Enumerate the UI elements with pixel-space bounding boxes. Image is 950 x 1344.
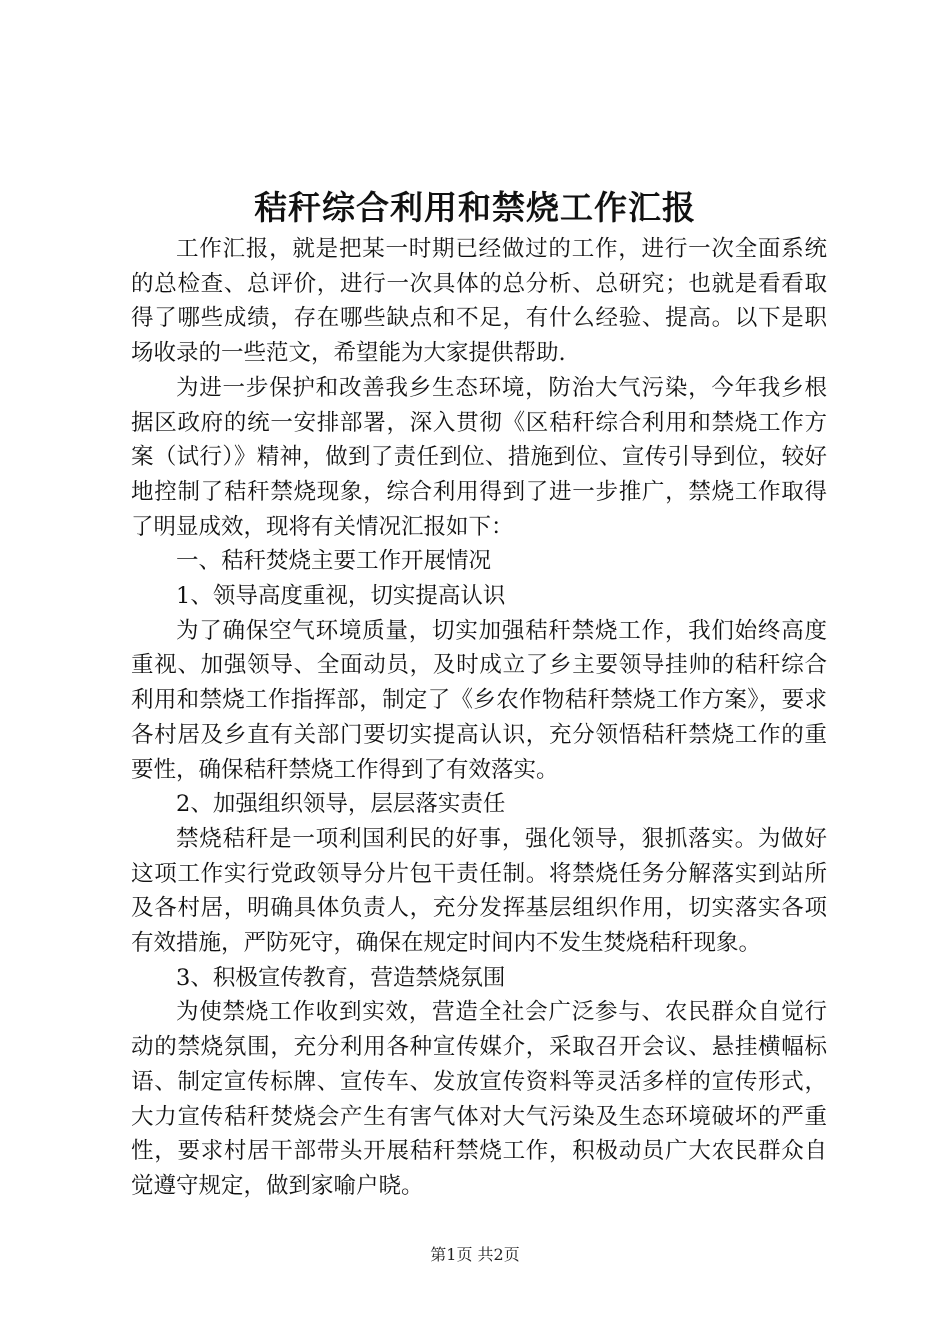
paragraph-leadership: 为了确保空气环境质量，切实加强秸秆禁烧工作，我们始终高度重视、加强领导、全面动员，及时成立了乡主要领导挂帅的秸秆综合利用和禁烧工作指挥部，制定了《乡农作物秸秆禁烧工作方案》，要求各村居及乡直有关部门要切实提高认识，充分领悟秸秆禁烧工作的重要性，确保秸秆禁烧工作得到了有效落实。 <box>131 617 827 783</box>
document-title: 秸秆综合利用和禁烧工作汇报 <box>254 188 696 227</box>
document-body <box>131 232 827 1204</box>
subsection-heading-3: 3、积极宣传教育，营造禁烧氛围 <box>176 964 506 991</box>
paragraph-background: 为进一步保护和改善我乡生态环境，防治大气污染，今年我乡根据区政府的统一安排部署，深入贯彻《区秸秆综合利用和禁烧工作方案（试行）》精神，做到了责任到位、措施到位、宣传引导到位，较好地控制了秸秆禁烧现象，综合利用得到了进一步推广，禁烧工作取得了明显成效，现将有关情况汇报如下： <box>131 374 827 540</box>
page-footer: 第1页 共2页 <box>430 1245 520 1264</box>
paragraph-responsibility: 禁烧秸秆是一项利国利民的好事，强化领导，狠抓落实。为做好这项工作实行党政领导分片包干责任制。将禁烧任务分解落实到站所及各村居，明确具体负责人，充分发挥基层组织作用，切实落实各项有效措施，严防死守，确保在规定时间内不发生焚烧秸秆现象。 <box>131 825 827 957</box>
section-heading-1: 一、秸秆焚烧主要工作开展情况 <box>176 548 492 575</box>
subsection-heading-2: 2、加强组织领导，层层落实责任 <box>176 791 506 818</box>
paragraph-publicity: 为使禁烧工作收到实效，营造全社会广泛参与、农民群众自觉行动的禁烧氛围，充分利用各种宣传媒介，采取召开会议、悬挂横幅标语、制定宣传标牌、宣传车、发放宣传资料等灵活多样的宣传形式，大力宣传秸秆焚烧会产生有害气体对大气污染及生态环境破坏的严重性，要求村居干部带头开展秸秆禁烧工作，积极动员广大农民群众自觉遵守规定，做到家喻户晓。 <box>131 999 827 1199</box>
subsection-heading-1: 1、领导高度重视，切实提高认识 <box>176 583 506 610</box>
paragraph-intro: 工作汇报，就是把某一时期已经做过的工作，进行一次全面系统的总检查、总评价，进行一次具体的总分析、总研究；也就是看看取得了哪些成绩，存在哪些缺点和不足，有什么经验、提高。以下是职场收录的一些范文，希望能为大家提供帮助. <box>131 236 827 367</box>
